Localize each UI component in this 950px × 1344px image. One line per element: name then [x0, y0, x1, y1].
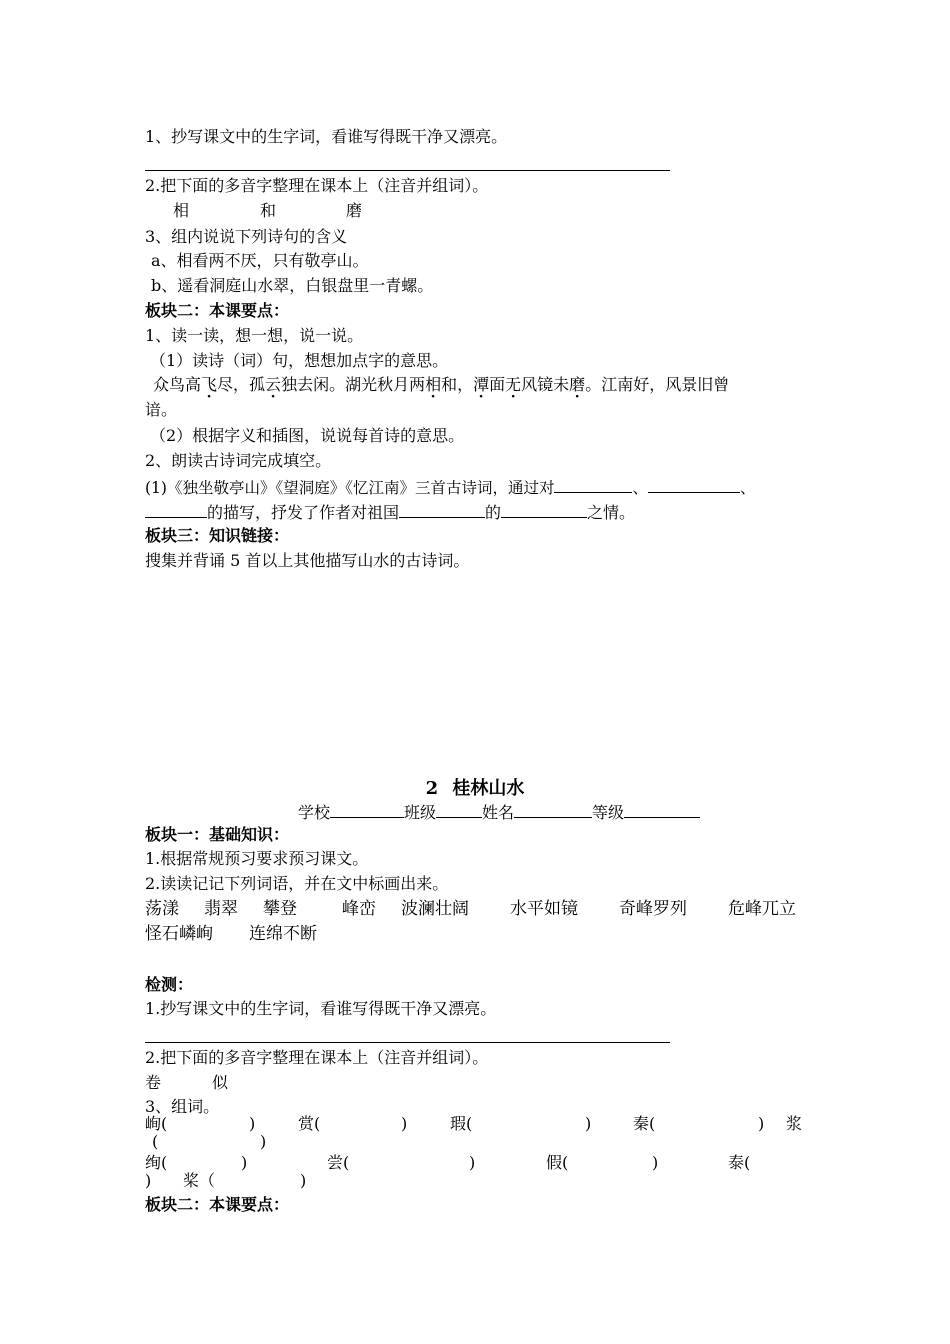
school-field[interactable]	[330, 801, 404, 818]
word-cell: )	[652, 1153, 659, 1172]
word-building-row-1	[0, 1114, 950, 1134]
poem-text: 风镜未	[521, 375, 570, 394]
poem-text: 和，	[441, 375, 474, 394]
polyphone-char: 磨	[346, 201, 363, 220]
fill-separator: 、	[739, 479, 756, 497]
fill-line-2	[145, 501, 635, 523]
knowledge-link-task: 搜集并背诵 5 首以上其他描写山水的古诗词。	[145, 551, 470, 570]
vocab-word: 峰峦	[342, 899, 376, 919]
word-building-row-2	[0, 1153, 950, 1173]
word-cell: 峋(	[145, 1114, 168, 1133]
answer-line	[145, 1042, 670, 1043]
grade-label: 等级	[592, 803, 625, 822]
fill-blank[interactable]	[554, 476, 632, 493]
name-label: 姓名	[482, 803, 515, 822]
vocab-word: 怪石嶙峋	[145, 924, 213, 944]
answer-line	[145, 170, 670, 171]
dotted-char: 磨	[569, 375, 586, 394]
polyphone-char: 相	[173, 201, 190, 220]
word-cell: )	[260, 1132, 267, 1151]
word-cell: 赏(	[298, 1114, 321, 1133]
dotted-char: 潭	[473, 375, 490, 394]
vocab-word: 连绵不断	[249, 924, 317, 944]
class-label: 班级	[404, 803, 437, 822]
poem-text: 。江南好，风景旧曾	[585, 375, 730, 394]
word-building-row-2b	[0, 1171, 950, 1191]
word-cell: 绚(	[145, 1153, 168, 1172]
fill-text: 的描写，抒发了作者对祖国	[207, 503, 400, 522]
vocab-word: 荡漾	[145, 899, 179, 919]
sub-task-1: （1）读诗（词）句，想想加点字的意思。	[150, 351, 449, 370]
vocab-word: 翡翠	[204, 899, 238, 919]
lesson-name: 桂林山水	[452, 778, 525, 799]
word-cell: )	[469, 1153, 476, 1172]
block2-heading: 板块二：本课要点：	[145, 301, 290, 320]
word-cell: )	[300, 1171, 307, 1190]
vocab-word: 攀登	[263, 899, 297, 919]
block3-heading: 板块三：知识链接：	[145, 526, 290, 545]
task-polyphones: 2.把下面的多音字整理在课本上（注音并组词）。	[145, 176, 489, 195]
fill-blank[interactable]	[501, 501, 587, 518]
word-cell: 泰(	[728, 1153, 751, 1172]
word-cell: 桨（	[183, 1171, 216, 1190]
poem-line-a: a、相看两不厌，只有敬亭山。	[151, 251, 369, 270]
poem-text: 独去闲。湖光秋月两	[281, 375, 426, 394]
test-polyphones: 2.把下面的多音字整理在课本上（注音并组词）。	[145, 1048, 489, 1067]
lesson-title	[0, 774, 950, 800]
fill-blank[interactable]	[648, 476, 740, 493]
name-field[interactable]	[514, 801, 592, 818]
word-cell: )	[249, 1114, 256, 1133]
vocab-word: 危峰兀立	[728, 899, 796, 919]
fill-line-1	[145, 476, 756, 498]
grade-field[interactable]	[624, 801, 700, 818]
word-cell: )	[758, 1114, 765, 1133]
word-cell: )	[241, 1153, 248, 1172]
fill-text: (1)《独坐敬亭山》《望洞庭》《忆江南》三首古诗词，通过对	[145, 479, 555, 497]
student-info-line	[298, 801, 700, 823]
poem-line-dotted	[153, 375, 729, 395]
word-cell: 瑕(	[450, 1114, 473, 1133]
dotted-char: 飞	[201, 375, 218, 394]
test-heading: 检测：	[145, 975, 194, 994]
read-fill-task: 2、朗读古诗词完成填空。	[145, 451, 332, 470]
word-cell: 秦(	[633, 1114, 656, 1133]
poem-line-continued: 谙。	[145, 400, 178, 419]
test-copy-words: 1.抄写课文中的生字词，看谁写得既干净又漂亮。	[145, 999, 497, 1018]
lesson-number: 2	[425, 778, 439, 799]
vocab-task: 2.读读记记下列词语，并在文中标画出来。	[145, 874, 449, 893]
word-cell: (	[152, 1132, 159, 1151]
block1-heading: 板块一：基础知识：	[145, 825, 290, 844]
school-label: 学校	[298, 803, 331, 822]
block2-heading: 板块二：本课要点：	[145, 1195, 290, 1214]
word-building-row-1b	[0, 1132, 950, 1152]
word-cell: 浆	[786, 1114, 803, 1133]
fill-text: 的	[485, 503, 502, 522]
polyphone-char: 似	[212, 1073, 229, 1092]
dotted-char: 相	[425, 375, 442, 394]
word-cell: )	[401, 1114, 408, 1133]
poem-text: 面	[489, 375, 506, 394]
vocab-word: 波澜壮阔	[401, 899, 469, 919]
word-building-task: 3、组词。	[145, 1097, 220, 1116]
dotted-char: 云	[265, 375, 282, 394]
poem-line-b: b、遥看洞庭山水翠，白银盘里一青螺。	[151, 276, 434, 295]
word-cell: 假(	[546, 1153, 569, 1172]
sub-task-2: （2）根据字义和插图，说说每首诗的意思。	[150, 426, 465, 445]
poem-text: 众鸟高	[153, 375, 202, 394]
preview-task: 1.根据常规预习要求预习课文。	[145, 849, 369, 868]
word-cell: )	[145, 1171, 152, 1190]
fill-separator: 、	[632, 479, 648, 497]
task-poem-meaning: 3、组内说说下列诗句的含义	[145, 227, 348, 246]
dotted-char: 无	[505, 375, 522, 394]
fill-text: 之情。	[587, 503, 636, 522]
vocab-word: 奇峰罗列	[619, 899, 687, 919]
fill-blank[interactable]	[399, 501, 485, 518]
poem-text: 尽，孤	[217, 375, 266, 394]
task-copy-words: 1、抄写课文中的生字词，看谁写得既干净又漂亮。	[145, 127, 508, 146]
class-field[interactable]	[436, 801, 482, 818]
polyphone-char: 和	[260, 201, 277, 220]
vocab-word: 水平如镜	[510, 899, 578, 919]
word-cell: 尝(	[327, 1153, 350, 1172]
word-cell: )	[585, 1114, 592, 1133]
fill-blank[interactable]	[145, 501, 207, 518]
read-think-say: 1、读一读，想一想，说一说。	[145, 326, 364, 345]
polyphone-char: 卷	[145, 1073, 162, 1092]
